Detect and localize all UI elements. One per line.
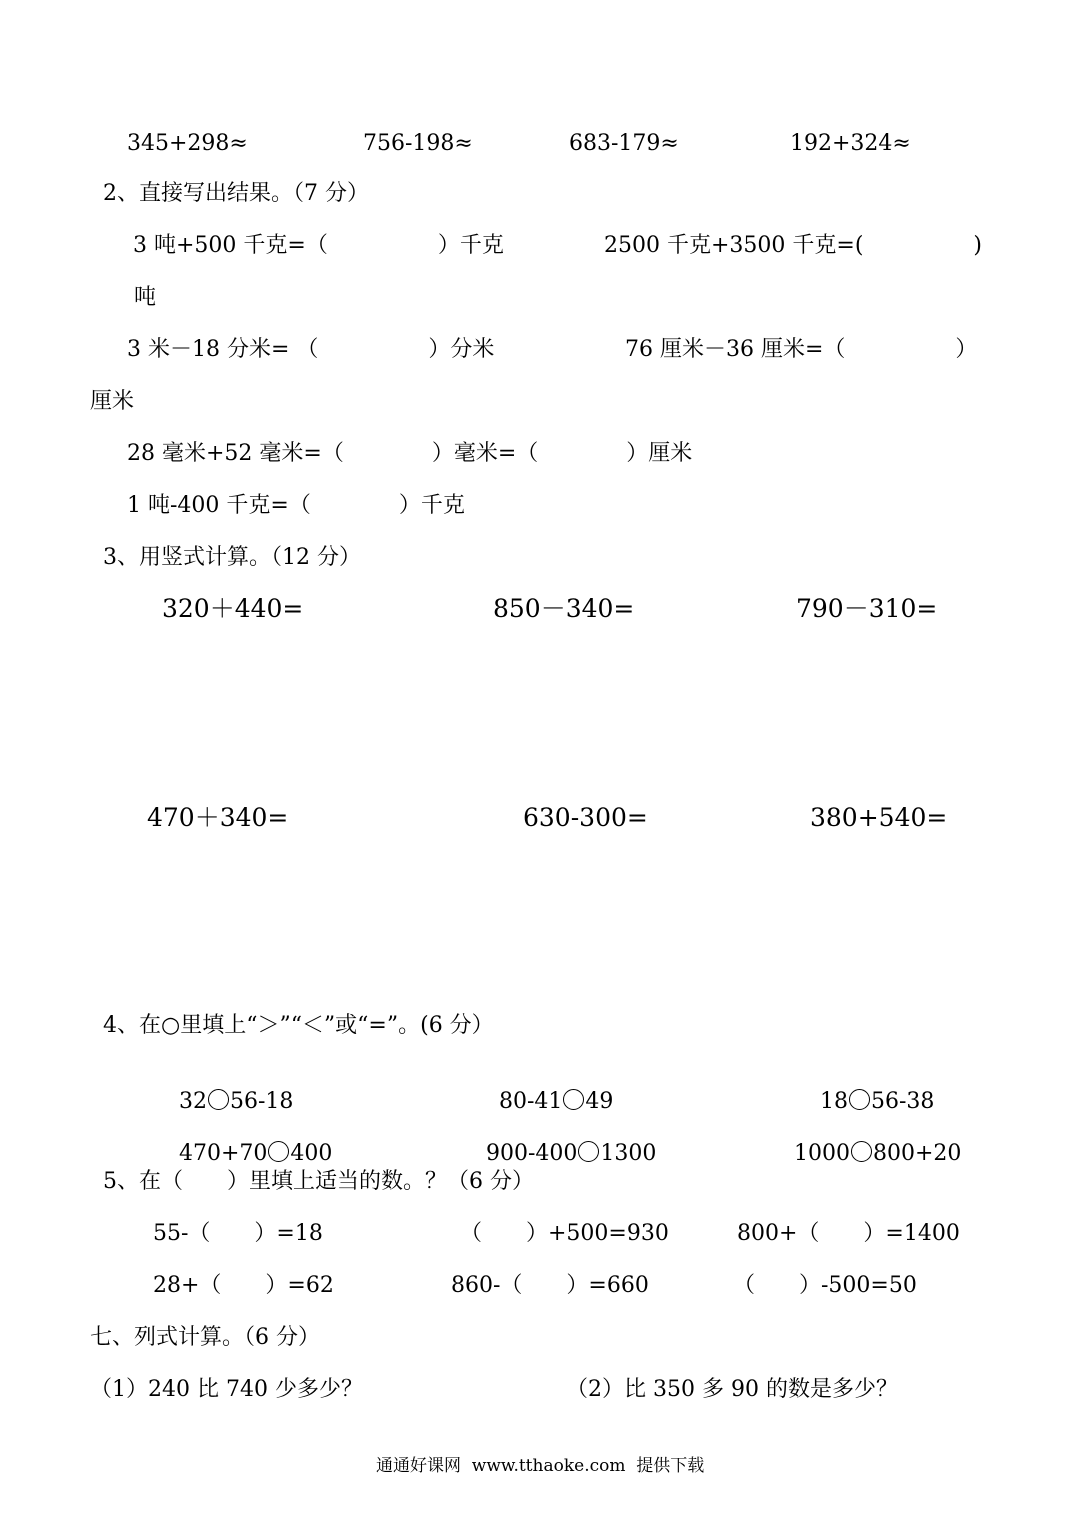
q7-problem-1: （1）240 比 740 少多少？ (90, 1377, 363, 1402)
q2-line2c: 厘米 (90, 389, 135, 414)
estimate-1: 345+298≈ (127, 131, 248, 156)
q4-item (165, 1067, 293, 1113)
q4-item (780, 1119, 961, 1165)
q4-right: 1300 (600, 1141, 657, 1166)
q5-item-5: 860-（ ）=660 (451, 1273, 649, 1298)
q5-item-4: 28+（ ）=62 (153, 1273, 334, 1298)
compare-circle[interactable] (851, 1141, 872, 1162)
q3-problem-6: 380+540= (810, 803, 948, 832)
q2-line1a: 3 吨+500 千克=（ ）千克 (133, 233, 504, 258)
q5-item-1: 55-（ ）=18 (153, 1221, 323, 1246)
q4-left: 470+70 (179, 1141, 268, 1166)
q4-item (485, 1067, 613, 1113)
q4-right: 800+20 (873, 1141, 962, 1166)
q3-problem-3: 790－310= (796, 594, 938, 623)
q4-left: 900-400 (486, 1141, 578, 1166)
q7-problem-2: （2）比 350 多 90 的数是多少？ (566, 1377, 898, 1402)
q2-line4: 1 吨-400 千克=（ ）千克 (127, 493, 465, 518)
q3-problem-1: 320＋440= (162, 594, 304, 623)
q4-left: 18 (820, 1089, 848, 1114)
q4-left: 32 (179, 1089, 207, 1114)
compare-circle[interactable] (208, 1089, 229, 1110)
q2-title: 2、直接写出结果。（7 分） (103, 181, 369, 206)
q5-title: 5、在（ ）里填上适当的数。？（6 分） (103, 1169, 534, 1194)
compare-circle[interactable] (268, 1141, 289, 1162)
q4-right: 56-18 (230, 1089, 294, 1114)
q3-problem-2: 850－340= (493, 594, 635, 623)
estimate-4: 192+324≈ (790, 131, 911, 156)
q4-item (806, 1067, 934, 1113)
q4-left: 1000 (794, 1141, 850, 1166)
compare-circle[interactable] (578, 1141, 599, 1162)
estimate-3: 683-179≈ (569, 131, 679, 156)
footer-source: 通通好课网 www.tthaoke.com 提供下载 (376, 1456, 705, 1476)
compare-circle[interactable] (563, 1089, 584, 1110)
q2-line2b: 76 厘米－36 厘米=（ ） (625, 337, 978, 362)
q3-title: 3、用竖式计算。（12 分） (103, 545, 361, 570)
q2-line3: 28 毫米+52 毫米=（ ）毫米=（ ）厘米 (127, 441, 693, 466)
q3-problem-4: 470＋340= (147, 803, 289, 832)
q3-problem-5: 630-300= (523, 803, 648, 832)
q4-title: 4、在○里填上“＞”“＜”或“=”。(6 分） (103, 1013, 494, 1038)
estimate-2: 756-198≈ (363, 131, 473, 156)
q4-right: 49 (585, 1089, 614, 1114)
q5-item-3: 800+（ ）=1400 (737, 1221, 960, 1246)
q5-item-2: （ ）+500=930 (460, 1221, 669, 1246)
q2-line1b: 2500 千克+3500 千克=( ) (604, 233, 982, 258)
compare-circle[interactable] (849, 1089, 870, 1110)
q5-item-6: （ ）-500=50 (733, 1273, 917, 1298)
q2-line1c: 吨 (134, 285, 157, 310)
q4-item (165, 1119, 332, 1165)
q7-title: 七、列式计算。（6 分） (90, 1325, 320, 1350)
q4-item (472, 1119, 656, 1165)
q2-line2a: 3 米－18 分米= （ ）分米 (127, 337, 495, 362)
q4-right: 400 (290, 1141, 333, 1166)
q4-right: 56-38 (871, 1089, 935, 1114)
q4-left: 80-41 (499, 1089, 563, 1114)
